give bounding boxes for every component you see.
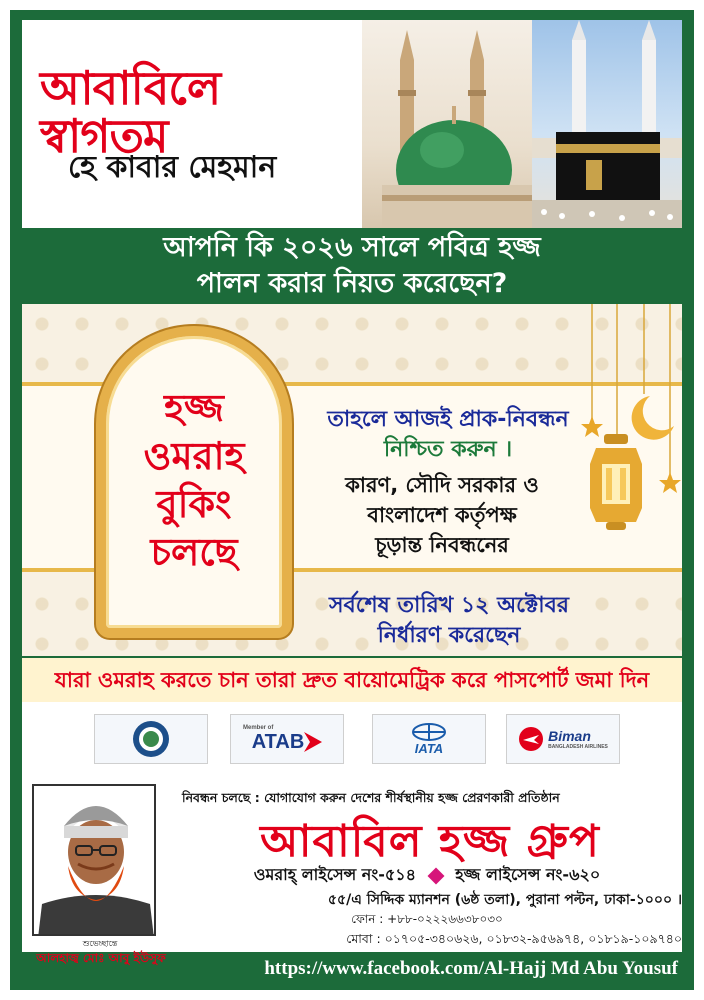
portrait-caption: শুভেচ্ছান্তে [82, 939, 118, 948]
info-line-4: বাংলাদেশ কর্তৃপক্ষ [367, 503, 517, 527]
welcome-subtitle: হে কাবার মেহমান [68, 150, 277, 185]
question-banner [22, 228, 682, 304]
atab-member-text: Member of [243, 724, 274, 731]
biometric-notice: যারা ওমরাহ করতে চান তারা দ্রুত বায়োমেট্রিক করে পাসপোর্ট জমা দিন [22, 658, 682, 702]
license-line [172, 862, 682, 889]
phone: ফোন : +৮৮-০২২২৬৬৩৮০৩০ [351, 912, 503, 926]
kaaba-image [532, 20, 682, 228]
poster [10, 10, 694, 990]
umrah-license: ওমরাহ্ লাইসেন্স নং-৫১৪ [253, 865, 417, 884]
registration-line: নিবন্ধন চলছে : যোগাযোগ করুন দেশের শীর্ষস্থানীয় হজ্জ প্রেরণকারী প্রতিষ্ঠান [182, 790, 560, 805]
info-line-1: তাহলে আজই প্রাক-নিবন্ধন [327, 407, 569, 432]
prophets-mosque-image [362, 20, 532, 228]
info-line-5: চূড়ান্ত নিবন্ধনের [375, 533, 509, 557]
header-panel [22, 20, 682, 228]
biman-text: Biman [548, 728, 591, 744]
atab-text: ATAB [251, 730, 305, 753]
question-line-2: পালন করার নিয়ত করেছেন? [196, 268, 508, 299]
biman-subtext: BANGLADESH AIRLINES [548, 744, 608, 750]
group-name: আবাবিল হজ্জ গ্রুপ [260, 816, 600, 867]
biman-logo [506, 714, 620, 764]
contact-panel [22, 702, 682, 965]
booking-text [106, 384, 282, 576]
iata-logo [372, 714, 486, 764]
info-line-2: নিশ্চিত করুন । [383, 437, 513, 462]
address: ৫৫/এ সিদ্দিক ম্যানশন (৬ষ্ঠ তলা), পুরানা পল্টন, ঢাকা-১০০০ । [327, 892, 682, 908]
person-name: আলহাজ্ব মোঃ আবু ইউসুফ [36, 951, 166, 965]
booking-line-1: হজ্জ [164, 386, 224, 430]
mobile-numbers: মোবা : ০১৭০৫-৩৪০৬২৬, ০১৮৩২-৯৫৬৯৭৪, ০১৮১৯-১০৯৭৪০ [346, 931, 682, 946]
deadline-line-2: নির্ধারণ করেছেন [377, 623, 521, 648]
booking-line-2: ওমরাহ [143, 434, 245, 478]
info-line-3: কারণ, সৌদি সরকার ও [345, 473, 539, 497]
question-line-1: আপনি কি ২০২৬ সালে পবিত্র হজ্জ [163, 232, 541, 263]
deadline-line-1: সর্বশেষ তারিখ ১২ অক্টোবর [329, 593, 569, 618]
facebook-link[interactable]: https://www.facebook.com/Al-Hajj Md Abu Yousuf [264, 958, 678, 979]
booking-panel [22, 304, 682, 656]
lantern-icon [588, 434, 644, 534]
iata-text: IATA [414, 740, 444, 756]
booking-line-3: বুকিং [156, 482, 232, 526]
booking-line-4: চলছে [150, 530, 238, 574]
portrait-photo [32, 784, 156, 936]
welcome-title: আবাবিলে স্বাগতম [40, 61, 221, 164]
hajj-license: হজ্জ লাইসেন্স নং-৬২০ [455, 865, 601, 884]
hexagon-bullet-icon [427, 867, 444, 884]
hajj-seal-logo [94, 714, 208, 764]
atab-logo [230, 714, 344, 764]
